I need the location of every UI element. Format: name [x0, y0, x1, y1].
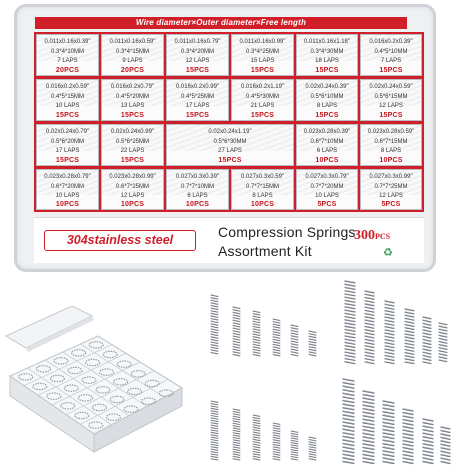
cell-spec-text — [102, 173, 163, 202]
compartment-cell-wide — [166, 124, 294, 166]
cell-spec-l1: 0.02x0.24x0.59" — [369, 84, 413, 90]
cell-spec-l1: 0.027x0.3x0.99" — [369, 174, 413, 180]
cell-spec-l1: 0.023x0.28x0.79" — [44, 174, 91, 180]
cell-spec-l1: 0.023x0.28x0.99" — [109, 174, 156, 180]
cell-spec-l1: 0.011x0.16x0.59" — [109, 39, 156, 45]
cell-spec-l3: 12 LAPS — [185, 58, 210, 64]
compartment-cell — [360, 169, 422, 210]
spring — [383, 401, 394, 464]
cell-count: 10PCS — [55, 201, 80, 208]
cell-spec-text — [361, 173, 421, 202]
cell-spec-l2: 0.6*7*25MM — [115, 183, 150, 190]
spring — [291, 325, 298, 356]
spring — [309, 331, 316, 356]
cell-spec-l1: 0.023x0.28x0.59" — [367, 129, 415, 135]
cell-count: 5PCS — [381, 201, 401, 208]
cell-spec-l1: 0.027x0.3x0.59" — [240, 174, 285, 180]
assortment-box — [14, 4, 436, 272]
cell-spec-l3: 27 LAPS — [218, 148, 242, 154]
cell-count: 15PCS — [250, 67, 275, 74]
spring — [423, 419, 433, 464]
cell-spec-l2: 0.4*5*25MM — [180, 93, 215, 100]
cell-spec-l3: 10 LAPS — [315, 193, 339, 199]
cell-spec-text — [102, 38, 163, 67]
cell-count: 15PCS — [218, 157, 242, 164]
cell-spec-text — [37, 173, 98, 202]
cell-spec-l1: 0.011x0.16x1.18" — [303, 39, 351, 45]
cell-spec-l2: 0.6*7*20MM — [50, 183, 85, 190]
spring — [291, 431, 298, 460]
cell-spec-text — [167, 173, 228, 202]
compartment-cell — [166, 34, 229, 76]
spring — [403, 409, 413, 464]
compartment-cell — [360, 124, 422, 166]
cell-count: 15PCS — [185, 112, 210, 119]
spring — [233, 409, 240, 460]
compartment-cell — [296, 124, 358, 166]
cell-spec-l1: 0.016x0.2x0.99" — [175, 84, 220, 90]
spring — [253, 311, 260, 356]
cell-count: 10PCS — [315, 157, 339, 164]
spring — [345, 281, 355, 364]
cell-spec-l2: 0.3*4*10MM — [50, 48, 85, 55]
product-title: Compression Springs — [218, 224, 356, 240]
cell-spec-text — [297, 128, 357, 157]
cell-spec-l2: 0.4*5*10MM — [374, 48, 408, 55]
compartment-cell — [36, 124, 99, 166]
cell-spec-l1: 0.016x0.2x0.79" — [110, 84, 155, 90]
cell-spec-l1: 0.016x0.2x1.19" — [240, 84, 285, 90]
compartment-cell — [360, 34, 422, 76]
cell-count: 15PCS — [120, 157, 145, 164]
compartment-grid — [34, 32, 424, 212]
cell-spec-l1: 0.023x0.28x0.39" — [303, 129, 351, 135]
cell-spec-l1: 0.016x0.2x0.39" — [369, 39, 413, 45]
cell-spec-l3: 6 LAPS — [316, 148, 338, 154]
cell-spec-l3: 18 LAPS — [315, 58, 339, 64]
cell-count: 5PCS — [317, 201, 337, 208]
spring — [441, 427, 450, 464]
compartment-cell — [101, 124, 164, 166]
cell-spec-l3: 12 LAPS — [379, 193, 403, 199]
piece-count-number: 300 — [354, 228, 375, 243]
cell-spec-l3: 17 LAPS — [55, 148, 80, 154]
cell-spec-text — [361, 128, 421, 157]
loose-springs-image — [195, 275, 451, 469]
cell-count: 10PCS — [120, 201, 145, 208]
cell-spec-l2: 0.7*7*20MM — [310, 183, 344, 190]
springs-illustration — [195, 275, 451, 469]
cell-spec-l2: 0.7*7*15MM — [245, 183, 280, 190]
cell-spec-l3: 22 LAPS — [120, 148, 145, 154]
cell-spec-l2: 0.6*7*10MM — [310, 138, 344, 145]
cell-spec-text — [361, 83, 421, 112]
spring — [273, 319, 280, 356]
cell-spec-l1: 0.027x0.3x0.79" — [305, 174, 349, 180]
cell-count: 20PCS — [120, 67, 145, 74]
cell-spec-l3: 8 LAPS — [252, 193, 273, 199]
cell-spec-text — [297, 173, 357, 202]
cell-count: 15PCS — [315, 112, 339, 119]
cell-spec-l2: 0.7*7*25MM — [374, 183, 408, 190]
cell-spec-l1: 0.011x0.16x0.79" — [174, 39, 221, 45]
cell-spec-l3: 15 LAPS — [250, 58, 275, 64]
compartment-cell — [101, 79, 164, 121]
cell-spec-l3: 7 LAPS — [57, 58, 78, 64]
product-subtitle: Assortment Kit — [218, 243, 312, 259]
spring — [233, 307, 240, 356]
cell-spec-l3: 21 LAPS — [250, 103, 275, 109]
product-label — [34, 217, 424, 263]
cell-count: 15PCS — [55, 157, 80, 164]
cell-spec-l2: 0.5*6*30MM — [213, 138, 247, 145]
cell-spec-l2: 0.5*6*10MM — [310, 93, 344, 100]
cell-spec-text — [232, 83, 293, 112]
cell-spec-l2: 0.3*4*25MM — [245, 48, 280, 55]
compartment-cell — [166, 79, 229, 121]
cell-spec-l3: 6 LAPS — [187, 193, 208, 199]
spring — [211, 401, 218, 460]
cell-spec-l2: 0.4*5*20MM — [115, 93, 150, 100]
clear-organizer-box-image — [2, 306, 186, 456]
cell-count: 15PCS — [120, 112, 145, 119]
cell-spec-l3: 12 LAPS — [120, 193, 145, 199]
cell-spec-l3: 10 LAPS — [55, 103, 80, 109]
cell-spec-l2: 0.7*7*10MM — [180, 183, 215, 190]
cell-spec-l3: 7 LAPS — [380, 58, 402, 64]
cell-count: 10PCS — [185, 201, 210, 208]
spring — [363, 391, 374, 464]
compartment-cell — [296, 34, 358, 76]
cell-count: 15PCS — [379, 67, 403, 74]
cell-spec-l1: 0.027x0.3x0.39" — [175, 174, 220, 180]
piece-count-unit: PCS — [375, 232, 391, 241]
cell-spec-l3: 17 LAPS — [185, 103, 210, 109]
compartment-cell — [231, 169, 294, 210]
compartment-cell — [36, 34, 99, 76]
compartment-cell — [296, 79, 358, 121]
cell-spec-text — [297, 83, 357, 112]
compartment-cell — [36, 169, 99, 210]
spring — [405, 309, 414, 364]
spring — [365, 291, 374, 364]
cell-spec-l1: 0.011x0.16x0.39" — [44, 39, 91, 45]
cell-count: 20PCS — [55, 67, 80, 74]
cell-spec-text — [297, 38, 357, 67]
cell-spec-l3: 8 LAPS — [380, 148, 402, 154]
cell-count: 15PCS — [315, 67, 339, 74]
spring — [385, 301, 394, 364]
spring — [423, 317, 431, 364]
cell-spec-l2: 0.4*5*30MM — [245, 93, 280, 100]
cell-spec-l2: 0.5*6*15MM — [374, 93, 408, 100]
spring — [439, 323, 447, 362]
cell-spec-text — [102, 83, 163, 112]
cell-spec-text — [37, 128, 98, 157]
spring — [273, 423, 280, 460]
cell-spec-l1: 0.02x0.24x0.99" — [110, 129, 155, 135]
compartment-cell — [296, 169, 358, 210]
piece-count — [354, 228, 390, 244]
cell-count: 15PCS — [55, 112, 80, 119]
cell-spec-text — [167, 38, 228, 67]
cell-spec-l3: 9 LAPS — [122, 58, 143, 64]
compartment-cell — [231, 79, 294, 121]
cell-spec-text — [102, 128, 163, 157]
cell-spec-text — [167, 83, 228, 112]
cell-spec-l2: 0.5*6*20MM — [50, 138, 85, 145]
cell-count: 10PCS — [250, 201, 275, 208]
cell-spec-l2: 0.3*4*20MM — [180, 48, 215, 55]
cell-spec-text — [167, 128, 293, 157]
cell-spec-l2: 0.6*7*15MM — [374, 138, 408, 145]
cell-count: 15PCS — [250, 112, 275, 119]
cell-spec-l1: 0.02x0.24x0.39" — [305, 84, 349, 90]
spring — [309, 437, 316, 460]
compartment-cell — [360, 79, 422, 121]
cell-spec-l2: 0.3*4*30MM — [310, 48, 344, 55]
cell-spec-l3: 10 LAPS — [55, 193, 80, 199]
cell-spec-text — [361, 38, 421, 67]
material-badge: 304stainless steel — [44, 230, 196, 251]
cell-spec-l1: 0.02x0.24x1.19" — [208, 129, 252, 135]
cell-count: 15PCS — [185, 67, 210, 74]
cell-spec-text — [37, 38, 98, 67]
cell-spec-l1: 0.016x0.2x0.59" — [45, 84, 90, 90]
organizer-box-illustration — [2, 306, 186, 456]
compartment-cell — [36, 79, 99, 121]
recycle-icon: ♻ — [383, 247, 393, 259]
compartment-cell — [101, 34, 164, 76]
cell-spec-l3: 13 LAPS — [120, 103, 145, 109]
spring — [211, 295, 218, 354]
cell-count: 10PCS — [379, 157, 403, 164]
cell-spec-l2: 0.4*5*15MM — [50, 93, 85, 100]
spring — [253, 415, 260, 460]
compartment-cell — [101, 169, 164, 210]
cell-spec-l2: 0.3*4*15MM — [115, 48, 150, 55]
cell-count: 15PCS — [379, 112, 403, 119]
cell-spec-l2: 0.5*6*25MM — [115, 138, 150, 145]
cell-spec-l3: 8 LAPS — [316, 103, 338, 109]
compartment-cell — [231, 34, 294, 76]
cell-spec-l1: 0.011x0.16x0.99" — [239, 39, 286, 45]
dimension-banner: Wire diameter×Outer diameter×Free length — [35, 17, 407, 29]
cell-spec-text — [37, 83, 98, 112]
cell-spec-text — [232, 173, 293, 202]
cell-spec-text — [232, 38, 293, 67]
cell-spec-l3: 12 LAPS — [379, 103, 403, 109]
cell-spec-l1: 0.02x0.24x0.79" — [45, 129, 90, 135]
spring — [343, 379, 354, 464]
compartment-cell — [166, 169, 229, 210]
